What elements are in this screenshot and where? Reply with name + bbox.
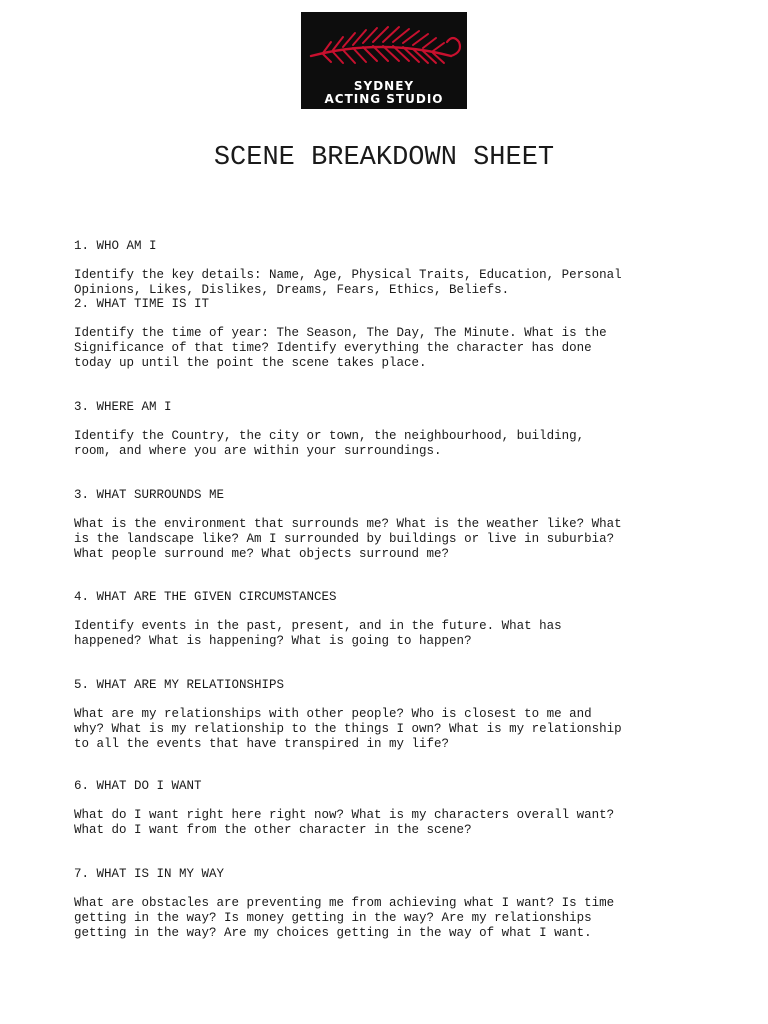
section-heading: 6. WHAT DO I WANT [74,779,202,793]
section-what-surrounds-me [74,488,714,561]
page-title: SCENE BREAKDOWN SHEET [213,143,555,173]
section-what-time-is-it [74,297,714,370]
section-body: What are obstacles are preventing me from achieving what I want? Is time getting in the way? Is money getting in the way? Are my relationships getting in the way? Are my choices getting in the way of what I want. [74,896,615,940]
section-heading: 4. WHAT ARE THE GIVEN CIRCUMSTANCES [74,590,337,604]
section-heading: 2. WHAT TIME IS IT [74,297,210,311]
logo-line-sydney: SYDNEY [353,79,415,93]
section-heading: 5. WHAT ARE MY RELATIONSHIPS [74,678,285,692]
section-who-am-i [74,239,714,298]
section-given-circumstances [74,590,714,649]
section-body: Identify the Country, the city or town, the neighbourhood, building, room, and where you are within your surroundings. [74,429,585,458]
studio-logo [301,12,467,109]
section-what-do-i-want [74,779,714,838]
section-heading: 3. WHERE AM I [74,400,172,414]
section-heading: 7. WHAT IS IN MY WAY [74,867,225,881]
section-body: What are my relationships with other people? Who is closest to me and why? What is my relationship to the things I own? What is my relationship to all the events that have transpired in my life? [74,707,622,751]
section-body: Identify events in the past, present, and in the future. What has happened? What is happening? What is going to happen? [74,619,562,648]
logo-line-acting-studio: ACTING STUDIO [324,92,444,106]
section-heading: 1. WHO AM I [74,239,157,253]
section-body: Identify the time of year: The Season, The Day, The Minute. What is the Significance of that time? Identify everything the character has done today up until the point the scene takes place. [74,326,607,370]
section-where-am-i [74,400,714,459]
section-relationships [74,678,714,751]
section-body: Identify the key details: Name, Age, Physical Traits, Education, Personal Opinions, Likes, Dislikes, Dreams, Fears, Ethics, Beliefs. [74,268,622,297]
section-heading: 3. WHAT SURROUNDS ME [74,488,225,502]
section-body: What is the environment that surrounds me? What is the weather like? What is the landscape like? Am I surrounded by buildings or live in suburbia? What people surround me? What objects surround me? [74,517,622,561]
section-body: What do I want right here right now? What is my characters overall want? What do I want from the other character in the scene? [74,808,615,837]
fern-leaf-icon [301,12,467,82]
section-what-is-in-my-way [74,867,714,940]
